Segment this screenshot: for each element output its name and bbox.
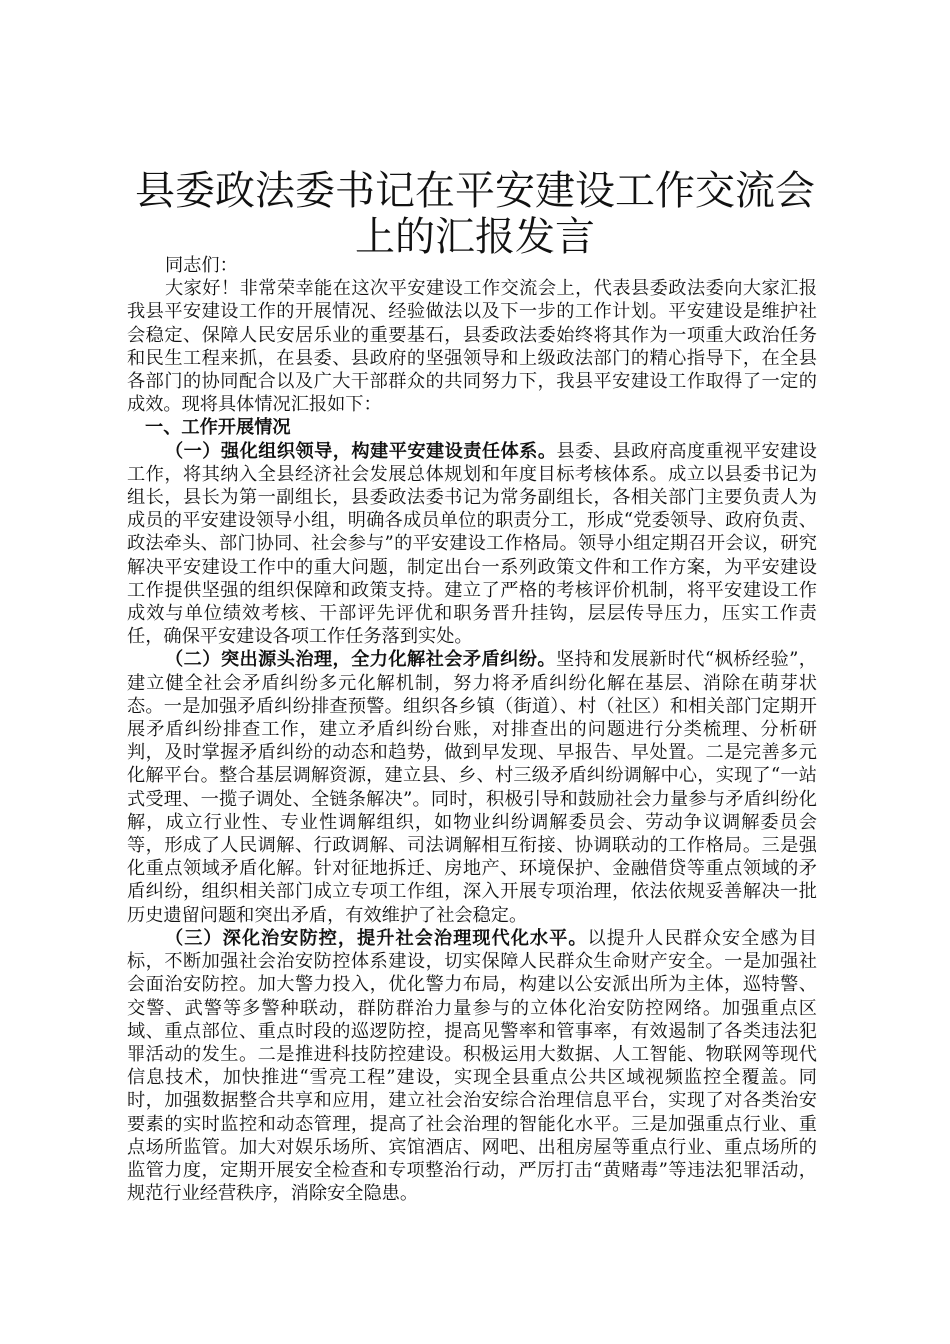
item-paragraph-1 [127,440,817,649]
document-title: 县委政法委书记在平安建设工作交流会上的汇报发言 [135,168,815,260]
item-title-2: （二）突出源头治理，全力化解社会矛盾纠纷。 [165,649,556,671]
item-title-3: （三）深化治安防控，提升社会治理现代化水平。 [165,927,588,949]
intro-paragraph: 大家好！非常荣幸能在这次平安建设工作交流会上，代表县委政法委向大家汇报我县平安建设工作的开展情况、经验做法以及下一步的工作计划。平安建设是维护社会稳定、保障人民安居乐业的重要基石，县委政法委始终将其作为一项重大政治任务和民生工程来抓，在县委、县政府的坚强领导和上级政法部门的精心指导下，在全县各部门的协同配合以及广大干部群众的共同努力下，我县平安建设工作取得了一定的成效。现将具体情况汇报如下： [127,278,817,416]
document-body [127,254,817,1205]
greeting: 同志们： [165,255,238,276]
item-text-1: 县委、县政府高度重视平安建设工作，将其纳入全县经济社会发展总体规划和年度目标考核体系。成立以县委书记为组长，县长为第一副组长，县委政法委书记为常务副组长，各相关部门主要负责人为成员的平安建设领导小组，明确各成员单位的职责分工，形成“党委领导、政府负责、政法牵头、部门协同、社会参与”的平安建设工作格局。领导小组定期召开会议，研究解决平安建设工作中的重大问题，制定出台一系列政策文件和工作方案，为平安建设工作提供坚强的组织保障和政策支持。建立了严格的考核评价机制，将平安建设工作成效与单位绩效考核、干部评先评优和职务晋升挂钩，层层传导压力，压实工作责任，确保平安建设各项工作任务落到实处。 [127,440,817,648]
item-text-2: 坚持和发展新时代“枫桥经验”，建立健全社会矛盾纠纷多元化解机制，努力将矛盾纠纷化解在基层、消除在萌芽状态。一是加强矛盾纠纷排查预警。组织各乡镇（街道）、村（社区）和相关部门定期开展矛盾纠纷排查工作，建立矛盾纠纷台账，对排查出的问题进行分类梳理、分析研判，及时掌握矛盾纠纷的动态和趋势，做到早发现、早报告、早处置。二是完善多元化解平台。整合基层调解资源，建立县、乡、村三级矛盾纠纷调解中心，实现了“一站式受理、一揽子调处、全链条解决”。同时，积极引导和鼓励社会力量参与矛盾纠纷化解，成立行业性、专业性调解组织，如物业纠纷调解委员会、劳动争议调解委员会等，形成了人民调解、行政调解、司法调解相互衔接、协调联动的工作格局。三是强化重点领域矛盾化解。针对征地拆迁、房地产、环境保护、金融借贷等重点领域的矛盾纠纷，组织相关部门成立专项工作组，深入开展专项治理，依法依规妥善解决一批历史遗留问题和突出矛盾，有效维护了社会稳定。 [127,649,817,926]
section-heading: 一、工作开展情况 [145,417,291,439]
item-paragraph-2 [127,648,817,926]
item-paragraph-3 [127,927,817,1205]
item-title-1: （一）强化组织领导，构建平安建设责任体系。 [165,440,557,462]
item-text-3: 以提升人民群众安全感为目标，不断加强社会治安防控体系建设，切实保障人民群众生命财产安全。一是加强社会面治安防控。加大警力投入，优化警力布局，构建以公安派出所为主体，巡特警、交警、武警等多警种联动，群防群治力量参与的立体化治安防控网络。加强重点区域、重点部位、重点时段的巡逻防控，提高见警率和管事率，有效遏制了各类违法犯罪活动的发生。二是推进科技防控建设。积极运用大数据、人工智能、物联网等现代信息技术，加快推进“雪亮工程”建设，实现全县重点公共区域视频监控全覆盖。同时，加强数据整合共享和应用，建立社会治安综合治理信息平台，实现了对各类治安要素的实时监控和动态管理，提高了社会治理的智能化水平。三是加强重点行业、重点场所监管。加大对娱乐场所、宾馆酒店、网吧、出租房屋等重点行业、重点场所的监管力度，定期开展安全检查和专项整治行动，严厉打击“黄赌毒”等违法犯罪活动，规范行业经营秩序，消除安全隐患。 [127,927,817,1205]
